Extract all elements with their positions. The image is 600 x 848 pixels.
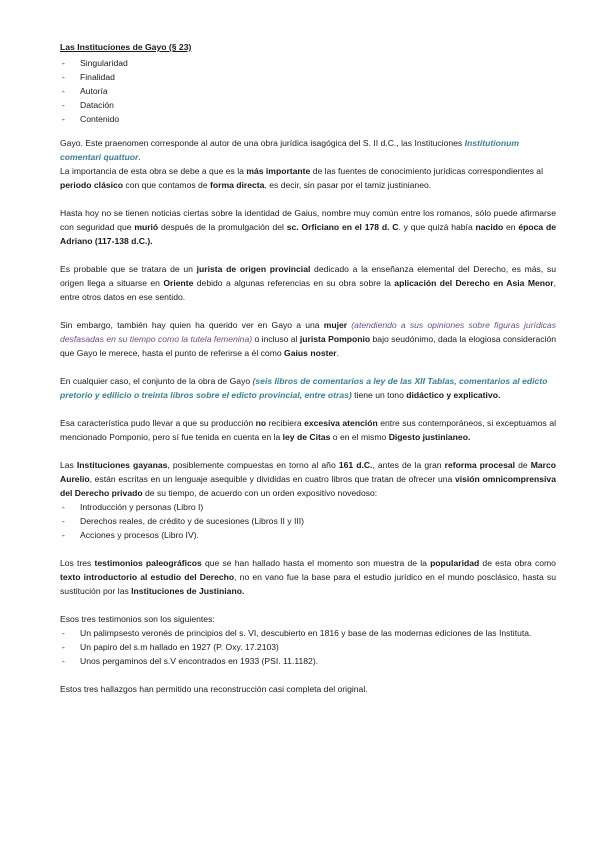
paragraph-hypotheses: Sin embargo, también hay quien ha querido ver en Gayo a una mujer (atendiendo a sus opiniones sobre figuras jurídicas desfasadas en su tiempo como la tutela femenina) o incluso al jurista Pomponio bajo seudónimo, dada la elogiosa consideración que Gayo le merece, hasta el punto de referirse a él como Gaius noster. [60, 320, 557, 358]
work-title: Institutionum comentari quattuor [60, 138, 520, 162]
list-item: - Un papiro del s.m hallado en 1927 (P. Oxy. 17.2103) [60, 640, 556, 654]
toc-item: - Finalidad [60, 70, 556, 84]
paragraph-reception: Esa característica pudo llevar a que su producción no recibiera excesiva atención entre sus contemporáneos, si exceptuamos al mencionado Pomponio, pero sí fue tenida en cuenta en la ley de Citas o en el mismo Digesto justinianeo. [60, 418, 557, 442]
list-item: - Acciones y procesos (Libro IV). [60, 528, 556, 542]
paragraph-testimonies: Los tres testimonios paleográficos que se han hallado hasta el momento son muestra de la popularidad de esta obra como texto introductorio al estudio del Derecho, no en vano fue la base para el estudio jurídico en el mundo posclásico, hasta su sustitución por las Instituciones de Justiniano. [60, 558, 556, 596]
toc-item: - Contenido [60, 112, 556, 126]
paragraph-conclusion: Estos tres hallazgos han permitido una reconstrucción casi completa del original. [60, 684, 368, 694]
paragraph-identity: Hasta hoy no se tienen noticias ciertas sobre la identidad de Gaius, nombre muy común entre los romanos, sólo puede afirmarse con seguridad que murió después de la promulgación del sc. Orficiano en el 178 d. C. y que quizá había nacido en época de Adriano (117-138 d.C.). [60, 208, 557, 246]
paragraph-works: En cualquier caso, el conjunto de la obra de Gayo (seis libros de comentarios a ley de las XII Tablas, comentarios al edicto pretorio y edilicio o treinta libros sobre el edicto provincial, entre otras) tiene un tono didáctico y explicativo. [60, 376, 548, 400]
paragraph-institutes: Las Instituciones gayanas, posiblemente compuestas en torno al año 161 d.C., antes de la gran reforma procesal de Marco Aurelio, están escritas en un lenguaje asequible y divididas en cuatro libros que tratan de ofrecer una visión omnicomprensiva del Derecho privado de su tiempo, de acuerdo con un orden expositivo novedoso: [60, 460, 557, 498]
table-of-contents [60, 56, 556, 126]
list-item: - Unos pergaminos del s.V encontrados en 1933 (PSI. 11.1182). [60, 654, 556, 668]
toc-item: - Autoría [60, 84, 556, 98]
list-item: - Introducción y personas (Libro I) [60, 500, 556, 514]
books-list [60, 500, 556, 542]
list-item: - Un palimpsesto veronés de principios del s. VI, descubierto en 1816 y base de las modernas ediciones de las Instituta. [60, 626, 556, 640]
paragraph-intro: Gayo. Este praenomen corresponde al autor de una obra jurídica isagógica del S. II d.C., las Instituciones Institutionum comentari quattuor. [60, 138, 520, 162]
list-item: - Derechos reales, de crédito y de sucesiones (Libros II y III) [60, 514, 556, 528]
testimonies-list [60, 626, 556, 668]
paragraph-testimonies-intro: Esos tres testimonios son los siguientes: [60, 614, 215, 624]
paragraph-origin: Es probable que se tratara de un jurista de origen provincial dedicado a la enseñanza elemental del Derecho, es más, su origen llega a situarse en Oriente debido a algunas referencias en su obra sobre la aplicación del Derecho en Asia Menor, entre otros datos en ese sentido. [60, 264, 556, 302]
toc-item: - Datación [60, 98, 556, 112]
toc-item: - Singularidad [60, 56, 556, 70]
document-title: Las Instituciones de Gayo (§ 23) [60, 42, 192, 52]
paragraph-importance: La importancia de esta obra se debe a que es la más importante de las fuentes de conocimiento jurídicas correspondientes al periodo clásico con que contamos de forma directa, es decir, sin pasar por el tamiz justinianeo. [60, 166, 543, 190]
